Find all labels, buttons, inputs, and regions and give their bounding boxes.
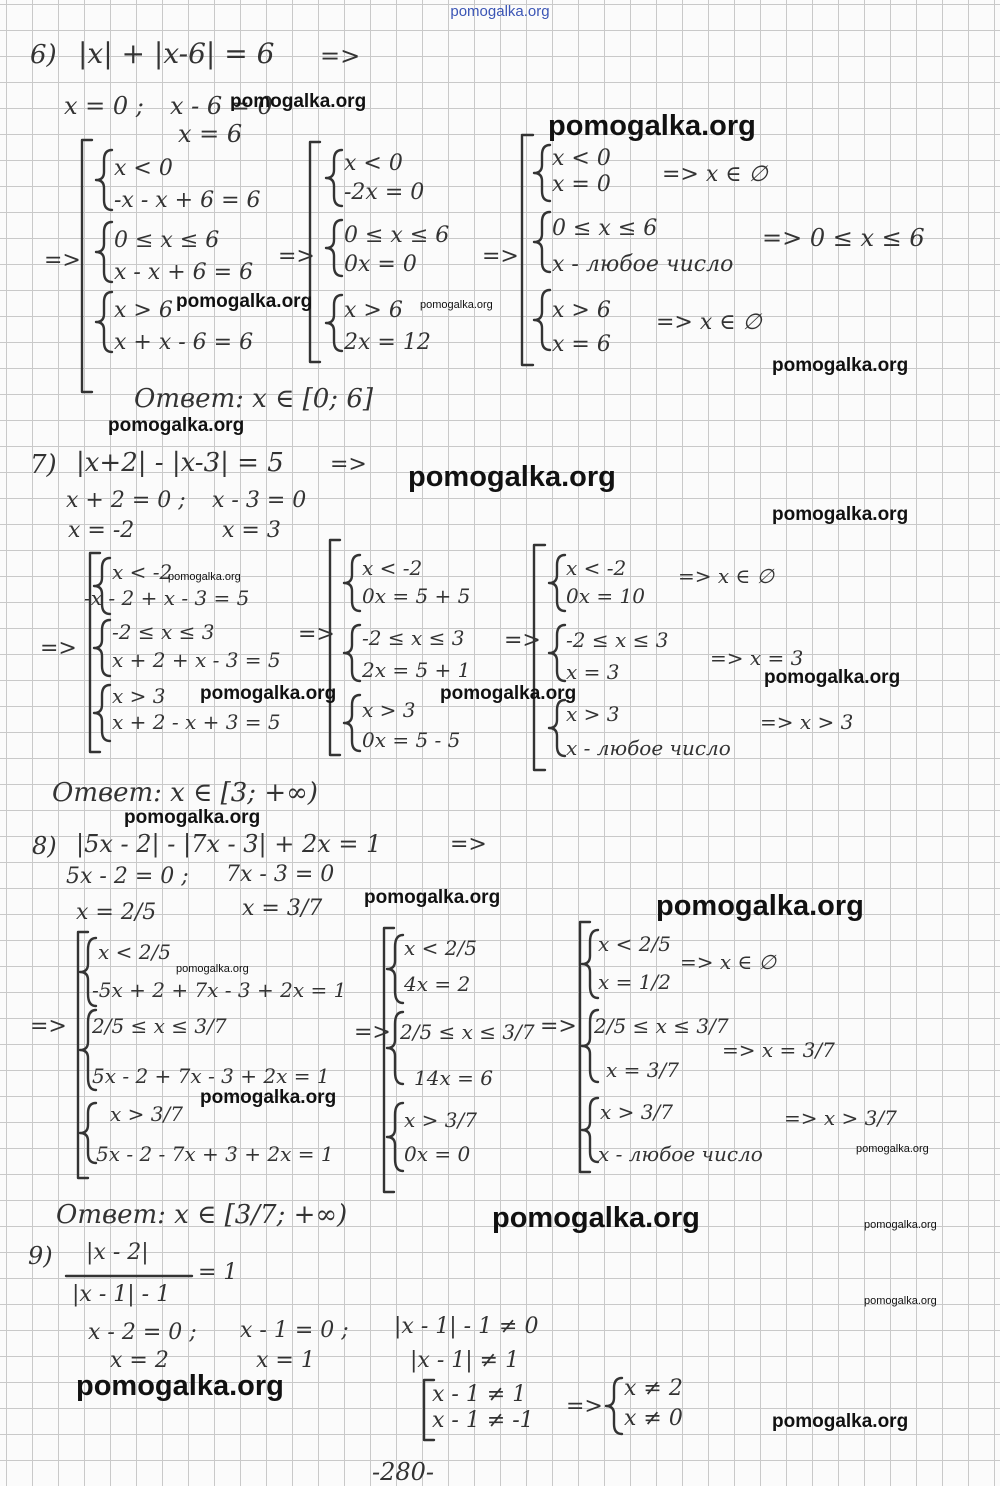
watermark: pomogalka.org: [230, 91, 367, 112]
p8-zero-2: 7x - 3 = 0: [226, 862, 335, 887]
p8-mid3-line1: x > 3/7: [404, 1108, 477, 1132]
p6-sys1-line2: -x - x + 6 = 6: [114, 188, 261, 213]
p6-number: 6): [30, 40, 57, 70]
p9-brace: [606, 1378, 622, 1434]
p6-brace-9: [534, 290, 550, 350]
p7-res2-result: => x = 3: [710, 646, 804, 670]
watermark: pomogalka.org: [420, 299, 493, 311]
p6-res3-line2: x = 6: [552, 332, 611, 357]
p8-arrow: =>: [450, 832, 487, 857]
p7-brace-7: [549, 555, 565, 611]
p8-sys1-line2: -5x + 2 + 7x - 3 + 2x = 1: [92, 978, 347, 1002]
p6-arrow: =>: [320, 42, 361, 70]
p7-zero-4: x = 3: [222, 518, 281, 543]
p9-zero-2: x = 2: [110, 1348, 169, 1373]
p6-brace-1: [96, 150, 112, 210]
p8-mid3-line2: 0x = 0: [404, 1142, 471, 1166]
p7-sys3-line2: x + 2 - x + 3 = 5: [112, 710, 281, 734]
p8-res2-line1: 2/5 ≤ x ≤ 3/7: [594, 1014, 729, 1038]
p8-equation: |5x - 2| - |7x - 3| + 2x = 1: [76, 830, 382, 858]
p8-big-bracket-2: [384, 928, 394, 1192]
p8-sys3-line2: 5x - 2 - 7x + 3 + 2x = 1: [96, 1142, 334, 1166]
p6-sys3-line1: x > 6: [114, 298, 173, 323]
p6-res1-result: => x ∈ ∅: [662, 162, 768, 187]
watermark: pomogalka.org: [492, 1202, 700, 1234]
p6-zero-3: x = 6: [178, 120, 243, 148]
p8-res3-result: => x > 3/7: [784, 1106, 897, 1130]
p6-arrow-4: =>: [482, 244, 519, 269]
p6-sys2-line2: x - x + 6 = 6: [114, 260, 254, 285]
p7-mid2-line1: -2 ≤ x ≤ 3: [362, 626, 465, 650]
p8-big-bracket-1: [78, 932, 88, 1178]
p8-res1-result: => x ∈ ∅: [680, 950, 777, 974]
p8-sys1-line1: x < 2/5: [98, 940, 171, 964]
p7-brace-2: [94, 620, 110, 676]
p6-mid2-line2: 0x = 0: [344, 252, 417, 277]
p6-sys1-line1: x < 0: [114, 156, 173, 181]
p9-number: 9): [28, 1242, 53, 1270]
p6-mid3-line2: 2x = 12: [344, 330, 431, 355]
p9-zero-1: x - 2 = 0 ;: [88, 1320, 197, 1345]
p6-brace-7: [534, 145, 550, 201]
p7-res3-result: => x > 3: [760, 710, 854, 734]
p7-brace-9: [549, 700, 565, 756]
p7-answer: Ответ: x ∈ [3; +∞): [52, 778, 318, 808]
p8-zero-1: 5x - 2 = 0 ;: [66, 864, 189, 889]
p6-brace-4: [326, 150, 342, 206]
p7-mid3-line2: 0x = 5 - 5: [362, 728, 461, 752]
p8-res3-line2: x - любое число: [598, 1142, 763, 1166]
watermark: pomogalka.org: [108, 415, 245, 436]
p7-res2-line1: -2 ≤ x ≤ 3: [566, 628, 669, 652]
p7-res1-line2: 0x = 10: [566, 584, 645, 608]
p8-arrow-4: =>: [540, 1014, 577, 1039]
p8-zero-4: x = 3/7: [242, 896, 323, 921]
p6-brace-3: [96, 292, 112, 352]
p9-condition-2: |x - 1| ≠ 1: [410, 1348, 520, 1373]
p6-big-bracket-3: [522, 135, 533, 365]
p8-sys2-line2: 5x - 2 + 7x - 3 + 2x = 1: [92, 1064, 330, 1088]
p6-equation: |x| + |x-6| = 6: [78, 37, 275, 70]
p8-mid2-line2: 14x = 6: [414, 1066, 493, 1090]
p7-mid1-line1: x < -2: [362, 556, 423, 580]
p9-condition-3: x - 1 ≠ 1: [432, 1382, 527, 1407]
p8-sys2-line1: 2/5 ≤ x ≤ 3/7: [92, 1014, 227, 1038]
p9-rhs: = 1: [198, 1260, 238, 1285]
watermark: pomogalka.org: [364, 887, 501, 908]
p6-sys3-line2: x + x - 6 = 6: [114, 330, 254, 355]
watermark: pomogalka.org: [864, 1219, 937, 1231]
watermark: pomogalka.org: [200, 683, 337, 704]
watermark: pomogalka.org: [76, 1370, 284, 1402]
p6-arrow-2: =>: [44, 248, 81, 273]
p6-zero-1: x = 0 ;: [64, 92, 144, 120]
p6-mid1-line1: x < 0: [344, 151, 403, 176]
watermark: pomogalka.org: [440, 683, 577, 704]
p8-arrow-2: =>: [30, 1014, 67, 1039]
p6-res1-line1: x < 0: [552, 146, 611, 171]
p7-big-bracket-1: [90, 553, 100, 752]
watermark: pomogalka.org: [408, 461, 616, 493]
p7-number: 7): [30, 450, 57, 480]
watermark: pomogalka.org: [856, 1143, 929, 1155]
p6-big-bracket-1: [82, 140, 92, 392]
p6-res2-result: => 0 ≤ x ≤ 6: [762, 224, 925, 252]
p9-arrow: =>: [566, 1394, 603, 1419]
p7-zero-1: x + 2 = 0 ;: [66, 488, 186, 513]
p9-result-2: x ≠ 0: [624, 1406, 683, 1431]
p7-brace-4: [344, 555, 360, 611]
p6-res2-line2: x - любое число: [552, 252, 734, 277]
p7-arrow-2: =>: [40, 636, 77, 661]
p7-brace-8: [549, 625, 565, 681]
p8-res1-line1: x < 2/5: [598, 932, 671, 956]
p6-answer: Ответ: x ∈ [0; 6]: [134, 384, 374, 414]
p7-zero-3: x = -2: [68, 518, 135, 543]
watermark: pomogalka.org: [656, 890, 864, 922]
p6-res3-line1: x > 6: [552, 298, 611, 323]
watermark: pomogalka.org: [168, 571, 241, 583]
watermark: pomogalka.org: [176, 291, 313, 312]
p7-arrow: =>: [330, 452, 367, 477]
p6-sys2-line1: 0 ≤ x ≤ 6: [114, 228, 220, 253]
p8-res2-result: => x = 3/7: [722, 1038, 835, 1062]
p8-brace-4: [387, 935, 403, 1003]
watermark: pomogalka.org: [176, 963, 249, 975]
p7-sys2-line2: x + 2 + x - 3 = 5: [112, 648, 281, 672]
p6-res3-result: => x ∈ ∅: [656, 310, 762, 335]
p8-answer: Ответ: x ∈ [3/7; +∞): [56, 1200, 348, 1230]
watermark: pomogalka.org: [764, 667, 901, 688]
p7-brace-6: [344, 695, 360, 751]
p7-brace-3: [94, 685, 110, 741]
p6-res1-line2: x = 0: [552, 172, 611, 197]
p9-result-1: x ≠ 2: [624, 1376, 683, 1401]
p8-brace-6: [387, 1103, 403, 1171]
p6-arrow-3: =>: [278, 244, 315, 269]
p7-res2-line2: x = 3: [566, 660, 620, 684]
p7-sys1-line2: -x - 2 + x - 3 = 5: [84, 586, 250, 610]
p7-sys1-line1: x < -2: [112, 560, 173, 584]
p8-mid1-line2: 4x = 2: [404, 972, 471, 996]
p9-zero-3: x - 1 = 0 ;: [240, 1318, 349, 1343]
p7-big-bracket-3: [534, 545, 545, 770]
p8-res2-line2: x = 3/7: [606, 1058, 679, 1082]
p9-denominator: |x - 1| - 1: [72, 1282, 171, 1307]
p8-sys3-line1: x > 3/7: [110, 1102, 183, 1126]
p7-sys3-line1: x > 3: [112, 684, 166, 708]
p7-equation: |x+2| - |x-3| = 5: [76, 448, 284, 478]
p7-mid2-line2: 2x = 5 + 1: [362, 658, 471, 682]
p8-big-bracket-3: [580, 922, 590, 1172]
p7-arrow-3: =>: [298, 622, 335, 647]
p7-sys2-line1: -2 ≤ x ≤ 3: [112, 620, 215, 644]
p7-res3-line2: x - любое число: [566, 736, 731, 760]
p6-brace-2: [96, 222, 112, 282]
p8-brace-3: [80, 1103, 96, 1163]
p6-mid1-line2: -2x = 0: [344, 180, 425, 205]
p7-res3-line1: x > 3: [566, 702, 620, 726]
watermark: pomogalka.org: [772, 355, 909, 376]
p9-condition-4: x - 1 ≠ -1: [432, 1408, 534, 1433]
p7-big-bracket-2: [330, 540, 340, 755]
p6-zero-2: x - 6 = 0: [170, 92, 273, 120]
watermark: pomogalka.org: [864, 1295, 937, 1307]
p8-mid2-line1: 2/5 ≤ x ≤ 3/7: [400, 1020, 535, 1044]
watermark: pomogalka.org: [124, 807, 261, 828]
p8-res3-line1: x > 3/7: [600, 1100, 673, 1124]
watermark: pomogalka.org: [200, 1087, 337, 1108]
p7-mid3-line1: x > 3: [362, 698, 416, 722]
p7-arrow-4: =>: [504, 628, 541, 653]
page-number: -280-: [372, 1458, 435, 1486]
p8-number: 8): [32, 832, 57, 860]
watermark: pomogalka.org: [772, 504, 909, 525]
watermark: pomogalka.org: [772, 1411, 909, 1432]
p9-condition-1: |x - 1| - 1 ≠ 0: [394, 1314, 539, 1339]
p8-arrow-3: =>: [354, 1020, 391, 1045]
p6-brace-5: [326, 220, 342, 276]
p6-res2-line1: 0 ≤ x ≤ 6: [552, 216, 658, 241]
watermark: pomogalka.org: [548, 110, 756, 142]
p6-mid3-line1: x > 6: [344, 298, 403, 323]
p6-brace-6: [326, 295, 342, 351]
p8-mid1-line1: x < 2/5: [404, 936, 477, 960]
p8-brace-9: [582, 1098, 598, 1162]
p6-mid2-line1: 0 ≤ x ≤ 6: [344, 223, 450, 248]
p8-res1-line2: x = 1/2: [598, 970, 671, 994]
p8-brace-7: [582, 930, 598, 998]
p9-numerator: |x - 2|: [86, 1240, 149, 1265]
p7-zero-2: x - 3 = 0: [212, 488, 307, 513]
p7-res1-result: => x ∈ ∅: [678, 564, 775, 588]
p9-zero-4: x = 1: [256, 1348, 315, 1373]
p7-mid1-line2: 0x = 5 + 5: [362, 584, 471, 608]
p7-res1-line1: x < -2: [566, 556, 627, 580]
site-header-link[interactable]: pomogalka.org: [450, 3, 550, 20]
p7-brace-5: [344, 625, 360, 681]
p8-zero-3: x = 2/5: [76, 900, 157, 925]
p6-brace-8: [534, 212, 550, 272]
